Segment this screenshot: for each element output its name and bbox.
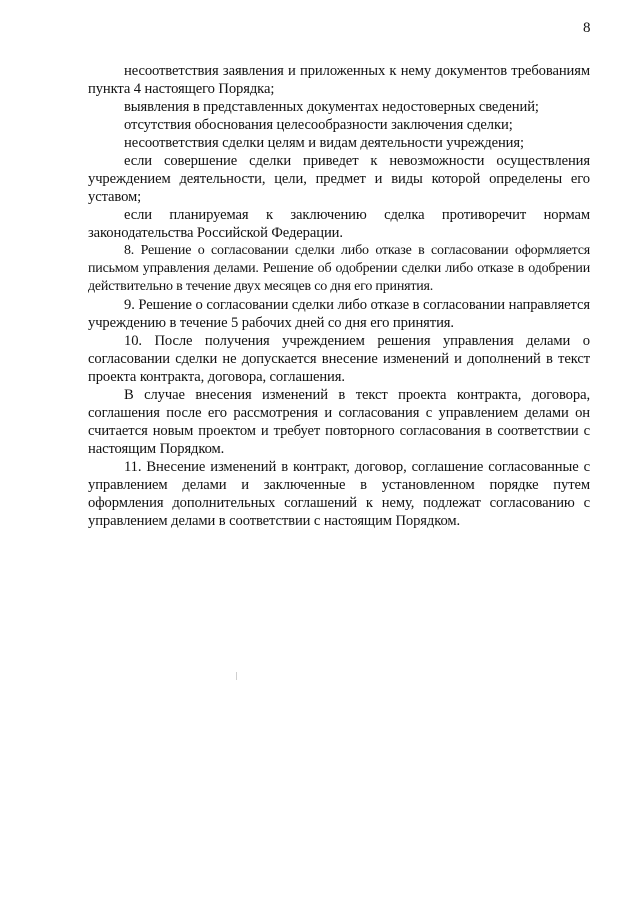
paragraph-item-11: 11. Внесение изменений в контракт, договор, соглашение согласованные с управлением делами и заключенные в установленном порядке путем оформления дополнительных соглашений к нему, подлежат согласованию с управлением делами в соответствии с настоящим Порядком. bbox=[88, 459, 590, 529]
paragraph-no-justification: отсутствия обоснования целесообразности заключения сделки; bbox=[124, 117, 513, 133]
paragraph-impossibility-activity: если совершение сделки приведет к невозможности осуществления учреждением деятельности, цели, предмет и виды которой определены его уставом; bbox=[88, 153, 590, 205]
document-body bbox=[88, 62, 590, 530]
paragraph-false-information: выявления в представленных документах недостоверных сведений; bbox=[124, 99, 539, 115]
paragraph-changes-new-project: В случае внесения изменений в текст проекта контракта, договора, соглашения после его рассмотрения и согласования с управлением делами он считается новым проектом и требует повторного согласования в соответствии с настоящим Порядком. bbox=[88, 387, 590, 457]
paragraph-item-10: 10. После получения учреждением решения управления делами о согласовании сделки не допускается внесение изменений и дополнений в текст проекта контракта, договора, соглашения. bbox=[88, 333, 590, 385]
page-number: 8 bbox=[583, 20, 591, 36]
paragraph-item-9: 9. Решение о согласовании сделки либо отказе в согласовании направляется учреждению в течение 5 рабочих дней со дня его принятия. bbox=[88, 297, 590, 331]
paragraph-item-8: 8. Решение о согласовании сделки либо отказе в согласовании оформляется письмом управления делами. Решение об одобрении сделки либо отказе в одобрении действительно в течение двух месяцев со дня его принятия. bbox=[88, 243, 590, 294]
paragraph-contradicts-law: если планируемая к заключению сделка противоречит нормам законодательства Российской Федерации. bbox=[88, 207, 590, 241]
scan-mark bbox=[236, 672, 237, 680]
paragraph-nonconformity-application: несоответствия заявления и приложенных к нему документов требованиям пункта 4 настоящего Порядка; bbox=[88, 63, 590, 97]
paragraph-nonconformity-goals: несоответствия сделки целям и видам деятельности учреждения; bbox=[124, 135, 524, 151]
